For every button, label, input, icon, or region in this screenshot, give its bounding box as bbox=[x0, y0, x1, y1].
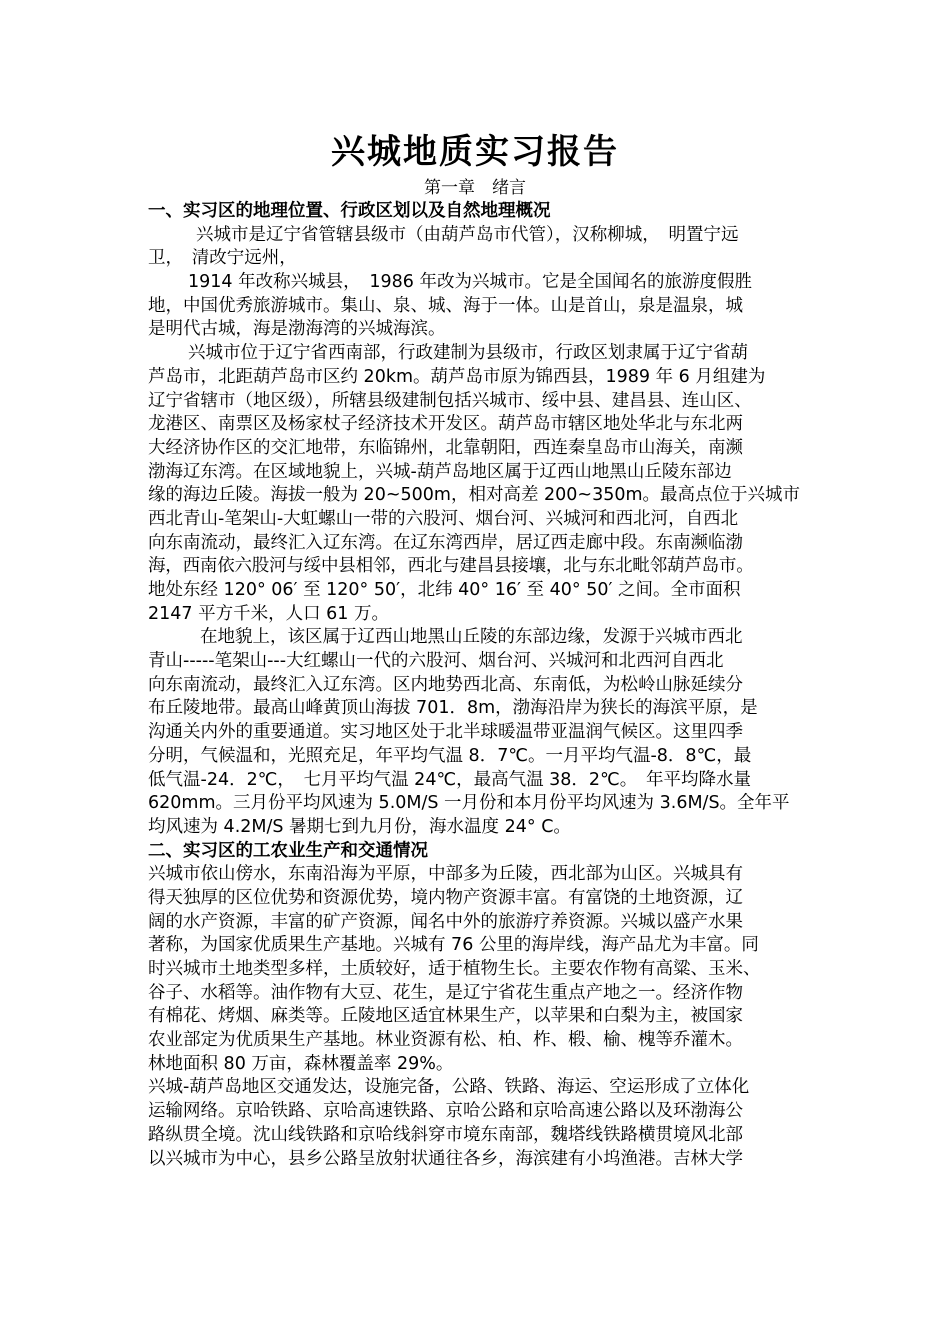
paragraph-line: 兴城市是辽宁省管辖县级市（由葫芦岛市代管），汉称柳城， 明置宁远 bbox=[196, 224, 739, 245]
paragraph-line: 运输网络。京哈铁路、京哈高速铁路、京哈公路和京哈高速公路以及环渤海公 bbox=[148, 1101, 743, 1122]
paragraph-line: 兴城市位于辽宁省西南部，行政建制为县级市，行政区划隶属于辽宁省葫 bbox=[188, 343, 748, 364]
paragraph-line: 2147 平方千米，人口 61 万。 bbox=[148, 603, 389, 624]
paragraph-line: 阔的水产资源，丰富的矿产资源，闻名中外的旅游疗养资源。兴城以盛产水果 bbox=[148, 911, 743, 932]
chapter-heading: 第一章 绪言 bbox=[424, 178, 526, 198]
paragraph-line: 辽宁省辖市（地区级），所辖县级建制包括兴城市、绥中县、建昌县、连山区、 bbox=[148, 390, 752, 411]
paragraph-line: 谷子、水稻等。油作物有大豆、花生，是辽宁省花生重点产地之一。经济作物 bbox=[148, 982, 743, 1003]
paragraph-line: 时兴城市土地类型多样，土质较好，适于植物生长。主要农作物有高粱、玉米、 bbox=[148, 959, 761, 979]
paragraph-line: 兴城市依山傍水，东南沿海为平原，中部多为丘陵，西北部为山区。兴城具有 bbox=[148, 864, 743, 885]
paragraph-line: 布丘陵地带。最高山峰黄顶山海拔 701．8m，渤海沿岸为狭长的海滨平原，是 bbox=[148, 698, 758, 719]
paragraph-line: 向东南流动，最终汇入辽东湾。区内地势西北高、东南低，为松岭山脉延续分 bbox=[148, 674, 743, 695]
paragraph-line: 分明，气候温和，光照充足，年平均气温 8．7℃。一月平均气温-8．8℃，最 bbox=[148, 745, 752, 766]
paragraph-line: 地，中国优秀旅游城市。集山、泉、城、海于一体。山是首山，泉是温泉，城 bbox=[148, 295, 743, 316]
paragraph-line: 兴城-葫芦岛地区交通发达，设施完备，公路、铁路、海运、空运形成了立体化 bbox=[148, 1077, 750, 1098]
paragraph-line: 农业部定为优质果生产基地。林业资源有松、柏、柞、椴、榆、槐等乔灌木。 bbox=[148, 1030, 743, 1051]
paragraph-line: 沟通关内外的重要通道。实习地区处于北半球暖温带亚温润气候区。这里四季 bbox=[148, 722, 743, 743]
paragraph-line: 西北青山-笔架山-大虹螺山一带的六股河、烟台河、兴城河和西北河，自西北 bbox=[148, 508, 739, 529]
paragraph-line: 均风速为 4.2M/S 暑期七到九月份，海水温度 24° C。 bbox=[148, 816, 571, 837]
paragraph-line: 620mm。三月份平均风速为 5.0M/S 一月份和本月份平均风速为 3.6M/S。全年平 bbox=[148, 793, 790, 814]
paragraph-line: 得天独厚的区位优势和资源优势，境内物产资源丰富。有富饶的土地资源，辽 bbox=[148, 887, 743, 908]
paragraph-line: 渤海辽东湾。在区域地貌上，兴城-葫芦岛地区属于辽西山地黑山丘陵东部边 bbox=[148, 461, 732, 482]
paragraph-line: 缘的海边丘陵。海拔一般为 20~500m，相对高差 200~350m。最高点位于兴城市 bbox=[148, 485, 801, 506]
paragraph-line: 青山-----笔架山---大红螺山一代的六股河、烟台河、兴城河和北西河自西北 bbox=[148, 651, 724, 672]
paragraph-line: 在地貌上，该区属于辽西山地黑山丘陵的东部边缘，发源于兴城市西北 bbox=[200, 627, 743, 648]
report-title: 兴城地质实习报告 bbox=[331, 132, 619, 172]
paragraph-line: 以兴城市为中心，县乡公路呈放射状通往各乡，海滨建有小坞渔港。吉林大学 bbox=[148, 1148, 743, 1169]
paragraph-line: 海，西南依六股河与绥中县相邻，西北与建昌县接壤，北与东北毗邻葫芦岛市。 bbox=[148, 556, 754, 577]
paragraph-line: 低气温-24．2℃， 七月平均气温 24℃，最高气温 38．2℃。 年平均降水量 bbox=[148, 769, 751, 790]
section-heading: 二、实习区的工农业生产和交通情况 bbox=[148, 840, 428, 861]
paragraph-line: 地处东经 120° 06′ 至 120° 50′，北纬 40° 16′ 至 40° 50′ 之间。全市面积 bbox=[148, 580, 741, 600]
paragraph-line: 林地面积 80 万亩，森林覆盖率 29%。 bbox=[148, 1053, 454, 1074]
report-body bbox=[148, 200, 818, 1171]
paragraph-line: 芦岛市，北距葫芦岛市区约 20km。葫芦岛市原为锦西县，1989 年 6 月组建为 bbox=[148, 366, 766, 387]
paragraph-line: 卫， 清改宁远州， bbox=[148, 248, 297, 269]
paragraph-line: 1914 年改称兴城县， 1986 年改为兴城市。它是全国闻名的旅游度假胜 bbox=[188, 272, 752, 293]
paragraph-line: 大经济协作区的交汇地带，东临锦州，北靠朝阳，西连秦皇岛市山海关，南濒 bbox=[148, 437, 743, 458]
paragraph-line: 是明代古城，海是渤海湾的兴城海滨。 bbox=[148, 319, 446, 340]
paragraph-line: 著称，为国家优质果生产基地。兴城有 76 公里的海岸线，海产品尤为丰富。同 bbox=[148, 935, 759, 956]
section-heading: 一、实习区的地理位置、行政区划以及自然地理概况 bbox=[148, 201, 551, 221]
paragraph-line: 路纵贯全境。沈山线铁路和京哈线斜穿市境东南部，魏塔线铁路横贯境风北部 bbox=[148, 1124, 743, 1145]
paragraph-line: 向东南流动，最终汇入辽东湾。在辽东湾西岸，居辽西走廊中段。东南濒临渤 bbox=[148, 532, 743, 553]
paragraph-line: 有棉花、烤烟、麻类等。丘陵地区适宜林果生产，以苹果和白梨为主，被国家 bbox=[148, 1006, 743, 1027]
paragraph-line: 龙港区、南票区及杨家杖子经济技术开发区。葫芦岛市辖区地处华北与东北两 bbox=[148, 414, 743, 435]
